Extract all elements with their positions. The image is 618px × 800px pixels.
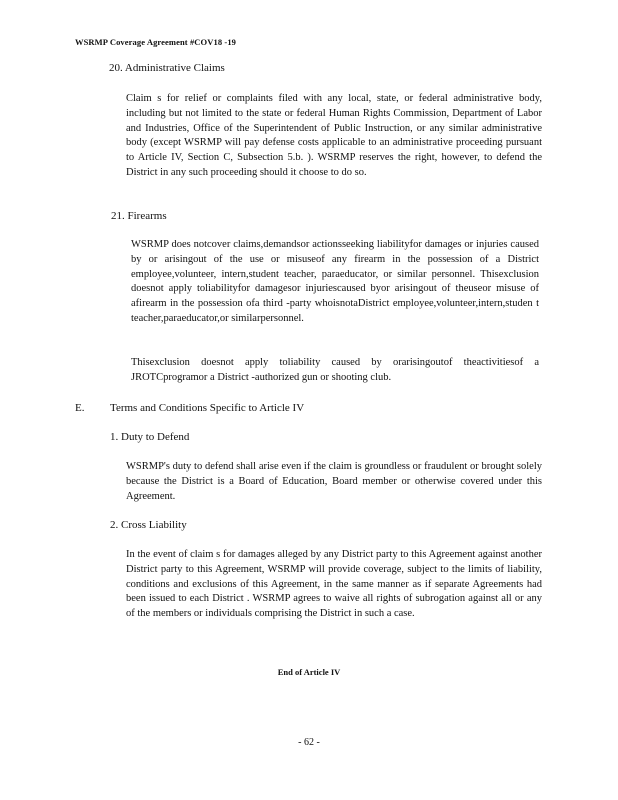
duty-to-defend-heading: 1. Duty to Defend (110, 431, 190, 443)
document-header: WSRMP Coverage Agreement #COV18 -19 (75, 37, 237, 47)
page-number: - 62 - (298, 737, 320, 748)
end-of-article-label: End of Article IV (277, 667, 341, 677)
section-20-heading: 20. Administrative Claims (109, 62, 225, 74)
section-21-paragraph-2: Thisexclusion doesnot apply toliability caused by orarisingoutof theactivitiesof a JROTCprogramor a District -authorized gun or shooting club. (131, 357, 539, 383)
section-21-paragraph-1: WSRMP does notcover claims,demandsor actionsseeking liabilityfor damages or injuries caused by or arisingout of the use or misuseof any firearm in the possession of a District employee,volunteer, intern,student teacher, paraeducator, or similar personnel. Thisexclusion doesnot apply toliabilityfor damagesor injuriescaused byor arisingout of theuseor misuse of afirearm in the possession ofa third -party whoisnotaDistrict employee,volunteer,intern,studen t teacher,paraeducator,or similarpersonnel. (131, 239, 539, 324)
cross-liability-heading: 2. Cross Liability (110, 519, 187, 531)
section-e-title: Terms and Conditions Specific to Article IV (110, 402, 305, 414)
cross-liability-paragraph: In the event of claim s for damages alleged by any District party to this Agreement against another District party to this Agreement, WSRMP will provide coverage, subject to the limits of liability, conditions and exclusions of this Agreement, in the same manner as if separate Agreements had been issued to each District . WSRMP agrees to waive all rights of subrogation against all or any of the members or individuals comprising the District in such a case. (126, 549, 542, 620)
section-e-letter: E. (75, 402, 85, 414)
section-20-paragraph: Claim s for relief or complaints filed with any local, state, or federal administrative body, including but not limited to the state or federal Human Rights Commission, Department of Labor and Industries, Office of the Superintendent of Public Instruction, or any similar administrative body (except WSRMP will pay defense costs applicable to an administrative proceeding pursuant to Article IV, Section C, Subsection 5.b. ). WSRMP reserves the right, however, to defend the District in any such proceeding should it choose to do so. (126, 93, 542, 178)
duty-to-defend-paragraph: WSRMP's duty to defend shall arise even if the claim is groundless or fraudulent or brought solely because the District is a Board of Education, Board member or otherwise covered under this Agreement. (126, 461, 542, 502)
section-21-heading: 21. Firearms (111, 210, 167, 222)
